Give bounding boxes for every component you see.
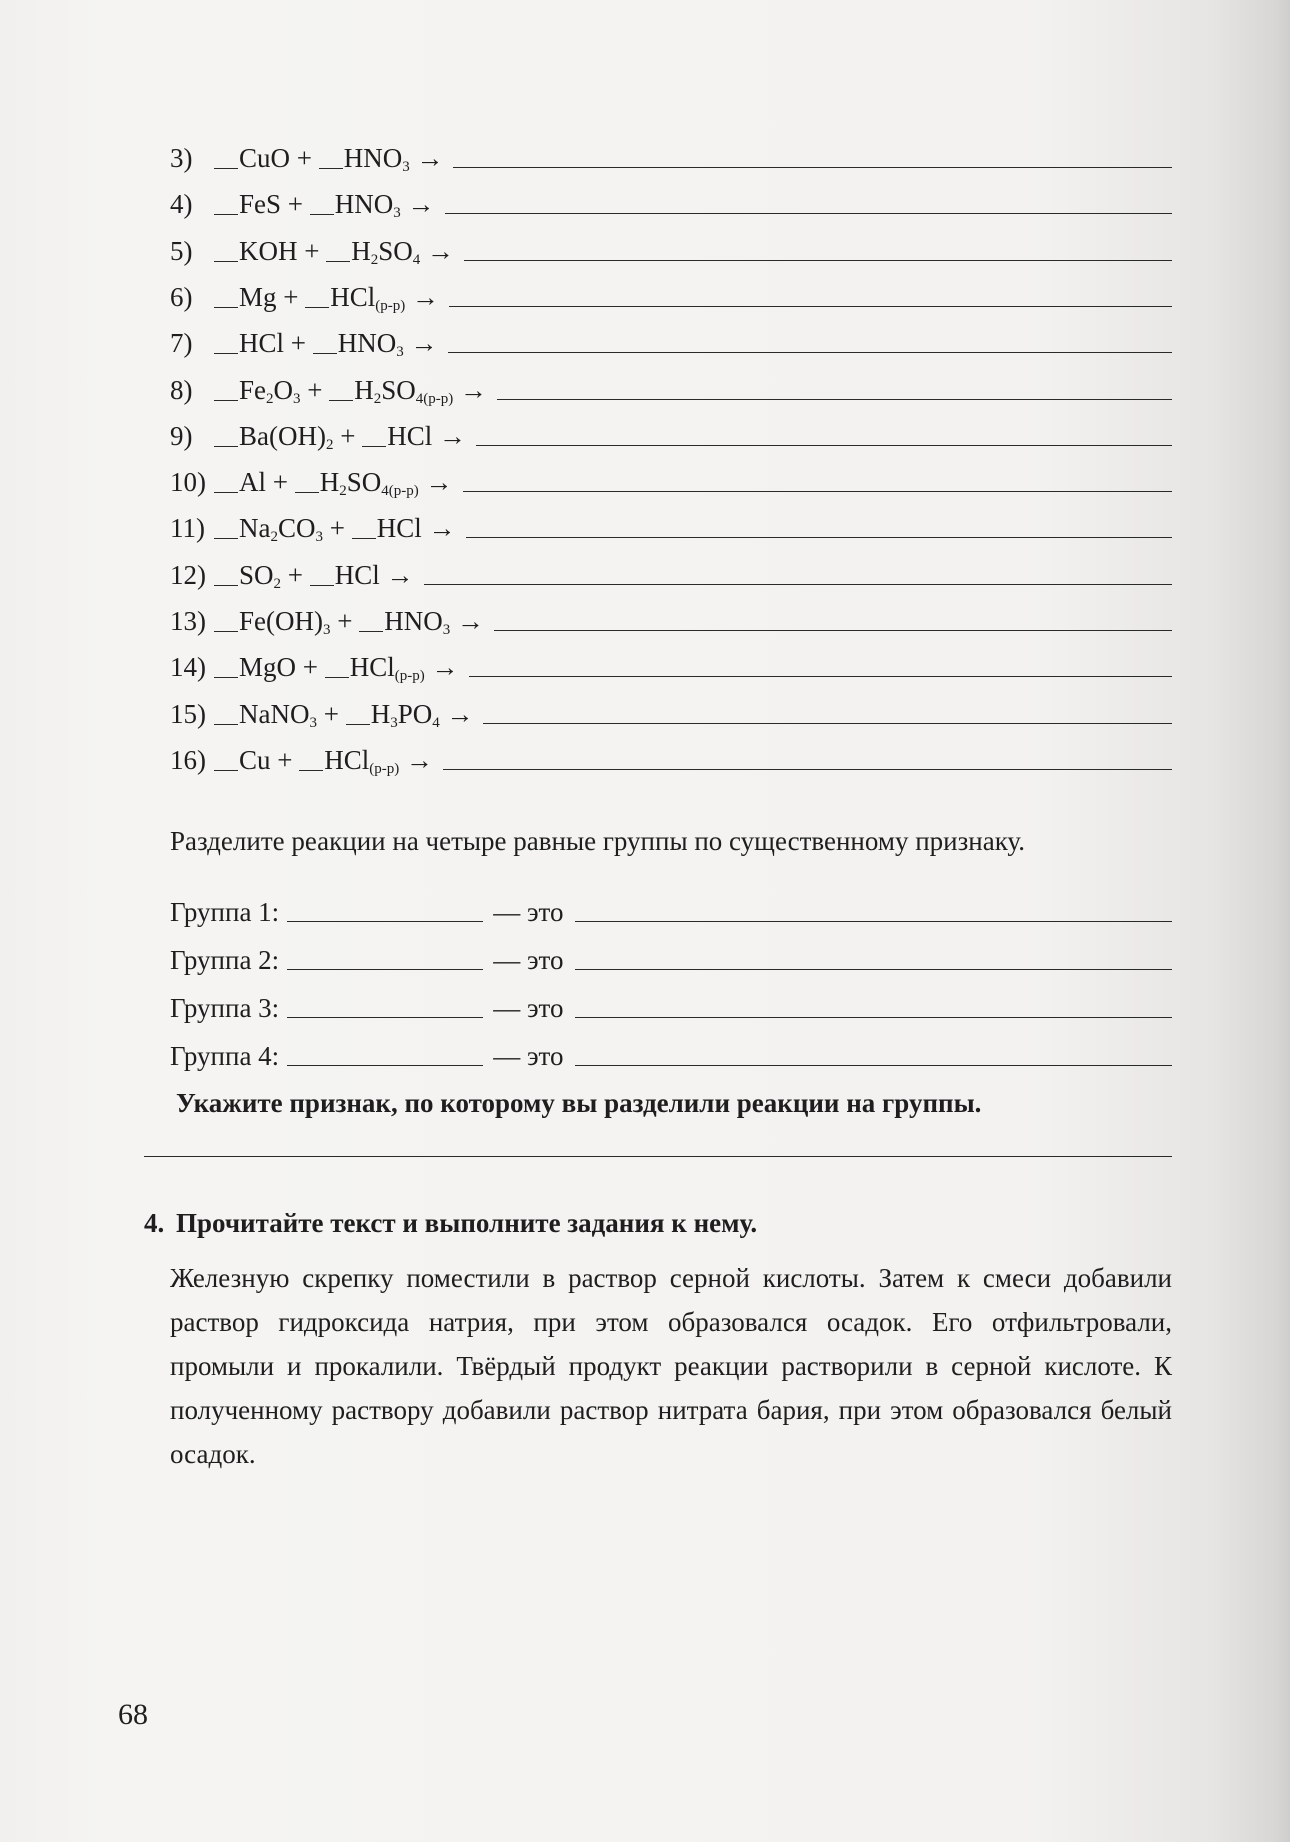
coefficient-blank[interactable] [329, 378, 353, 401]
equation-row [170, 140, 1172, 174]
equation-number: 8) [170, 374, 193, 405]
equation-row [170, 372, 1172, 406]
coefficient-blank[interactable] [214, 609, 238, 632]
coefficient-blank[interactable] [313, 331, 337, 354]
group-row [170, 894, 1172, 928]
coefficient-blank[interactable] [214, 470, 238, 493]
coefficient-blank[interactable] [310, 192, 334, 215]
equation-row [170, 325, 1172, 359]
products-answer-line[interactable] [424, 584, 1172, 585]
equation-row [170, 696, 1172, 730]
equation-row [170, 603, 1172, 637]
group-reactions-line[interactable] [287, 1017, 483, 1018]
equation-formula: $Al + H_2SO_{4(р-р)}$ → [214, 467, 453, 498]
task-4-heading [144, 1208, 1172, 1239]
coefficient-blank[interactable] [214, 563, 238, 586]
coefficient-blank[interactable] [352, 516, 376, 539]
equation-row [170, 279, 1172, 313]
divide-instruction: Разделите реакции на четыре равные группы по существенному признаку. [170, 826, 1025, 856]
equation-number: 3) [170, 143, 193, 173]
equation-row [170, 510, 1172, 544]
equation-row [170, 418, 1172, 452]
coefficient-blank[interactable] [214, 516, 238, 539]
equation-row [170, 649, 1172, 683]
products-answer-line[interactable] [497, 399, 1172, 400]
equation-row [170, 464, 1172, 498]
coefficient-blank[interactable] [359, 609, 383, 632]
group-description-line[interactable] [575, 921, 1172, 922]
group-eto: — это [493, 1041, 564, 1071]
page-gutter-shadow [1272, 0, 1290, 1842]
group-row [170, 942, 1172, 976]
equation-number: 4) [170, 189, 193, 220]
equation-formula: $Fe_2O_3 + H_2SO_{4(р-р)}$ → [214, 375, 487, 406]
equation-row [170, 742, 1172, 776]
equation-row [170, 557, 1172, 591]
group-description-line[interactable] [575, 969, 1172, 970]
equation-formula: $SO_2$ + HCl → [214, 560, 414, 591]
coefficient-blank[interactable] [214, 748, 238, 771]
group-row [170, 990, 1172, 1024]
coefficient-blank[interactable] [310, 563, 334, 586]
products-answer-line[interactable] [443, 769, 1172, 770]
coefficient-blank[interactable] [214, 702, 238, 725]
equation-number: 7) [170, 328, 193, 359]
task-number: 4. [144, 1208, 165, 1238]
answer-line[interactable] [144, 1156, 1172, 1157]
equation-formula: $Na_2CO_3$ + HCl → [214, 513, 456, 544]
coefficient-blank[interactable] [325, 655, 349, 678]
equation-number: 16) [170, 744, 206, 775]
group-description-line[interactable] [575, 1017, 1172, 1018]
coefficient-blank[interactable] [319, 146, 343, 169]
equation-number: 13) [170, 606, 206, 636]
equation-formula: KOH + $H_2SO_4$ → [214, 236, 454, 267]
group-reactions-line[interactable] [287, 1065, 483, 1066]
products-answer-line[interactable] [469, 676, 1173, 677]
products-answer-line[interactable] [464, 260, 1172, 261]
equation-formula: $Ba(OH)_2$ + HCl → [214, 421, 466, 452]
products-answer-line[interactable] [476, 445, 1172, 446]
group-reactions-line[interactable] [287, 921, 483, 922]
equation-number: 14) [170, 652, 206, 683]
products-answer-line[interactable] [445, 213, 1173, 214]
group-eto: — это [493, 897, 564, 927]
products-answer-line[interactable] [449, 306, 1172, 307]
coefficient-blank[interactable] [346, 702, 370, 725]
group-label: Группа 3: [170, 993, 280, 1023]
coefficient-blank[interactable] [214, 331, 238, 354]
equation-formula: FeS + $HNO_3$ → [214, 189, 435, 220]
equation-number: 11) [170, 513, 205, 544]
equation-formula: HCl + $HNO_3$ → [214, 328, 438, 359]
group-eto: — это [493, 945, 564, 975]
group-description-line[interactable] [575, 1065, 1172, 1066]
products-answer-line[interactable] [483, 723, 1172, 724]
products-answer-line[interactable] [453, 167, 1172, 168]
coefficient-blank[interactable] [214, 285, 238, 308]
coefficient-blank[interactable] [214, 192, 238, 215]
group-reactions-line[interactable] [287, 969, 483, 970]
coefficient-blank[interactable] [214, 239, 238, 262]
equation-row [170, 186, 1172, 220]
equation-number: 5) [170, 235, 193, 266]
group-row [170, 1038, 1172, 1072]
equation-number: 12) [170, 559, 206, 590]
coefficient-blank[interactable] [326, 239, 350, 262]
equation-number: 15) [170, 698, 206, 729]
task-4-text: Железную скрепку поместили в раствор серной кислоты. Затем к смеси добавили раствор гидроксида натрия, при этом образовался осадок. Его отфильтровали, промыли и прокалили. Твёрдый продукт реакции растворили в серной кислоте. К полученному раствору добавили раствор нитрата бария, при этом образовался белый осадок. [170, 1263, 1172, 1469]
equation-number: 6) [170, 281, 193, 312]
task-title: Прочитайте текст и выполните задания к нему. [176, 1208, 758, 1238]
coefficient-blank[interactable] [295, 470, 319, 493]
products-answer-line[interactable] [463, 491, 1173, 492]
page-number: 68 [118, 1698, 148, 1731]
coefficient-blank[interactable] [214, 378, 238, 401]
group-label: Группа 1: [170, 897, 280, 927]
coefficient-blank[interactable] [299, 748, 323, 771]
equation-formula: CuO + $HNO_3$ → [214, 143, 443, 174]
products-answer-line[interactable] [494, 630, 1172, 631]
coefficient-blank[interactable] [214, 655, 238, 678]
equation-row [170, 233, 1172, 267]
equation-formula: $Fe(OH)_3 + HNO_3$ → [214, 606, 484, 637]
products-answer-line[interactable] [466, 537, 1173, 538]
products-answer-line[interactable] [448, 352, 1173, 353]
group-label: Группа 4: [170, 1041, 280, 1071]
equation-formula: Cu + HCl$_{(р-р)}$ → [214, 745, 433, 776]
coefficient-blank[interactable] [214, 146, 238, 169]
equation-number: 9) [170, 420, 193, 451]
equation-formula: MgO + HCl$_{(р-р)}$ → [214, 652, 459, 683]
coefficient-blank[interactable] [362, 424, 386, 447]
sign-question: Укажите признак, по которому вы разделили реакции на группы. [176, 1088, 982, 1118]
group-label: Группа 2: [170, 945, 280, 975]
equation-formula: Mg + HCl$_{(р-р)}$ → [214, 282, 439, 313]
equation-formula: NaNO$_3$ + $H_3PO_4$ → [214, 699, 473, 730]
group-eto: — это [493, 993, 564, 1023]
equation-number: 10) [170, 467, 206, 498]
coefficient-blank[interactable] [214, 424, 238, 447]
coefficient-blank[interactable] [305, 285, 329, 308]
